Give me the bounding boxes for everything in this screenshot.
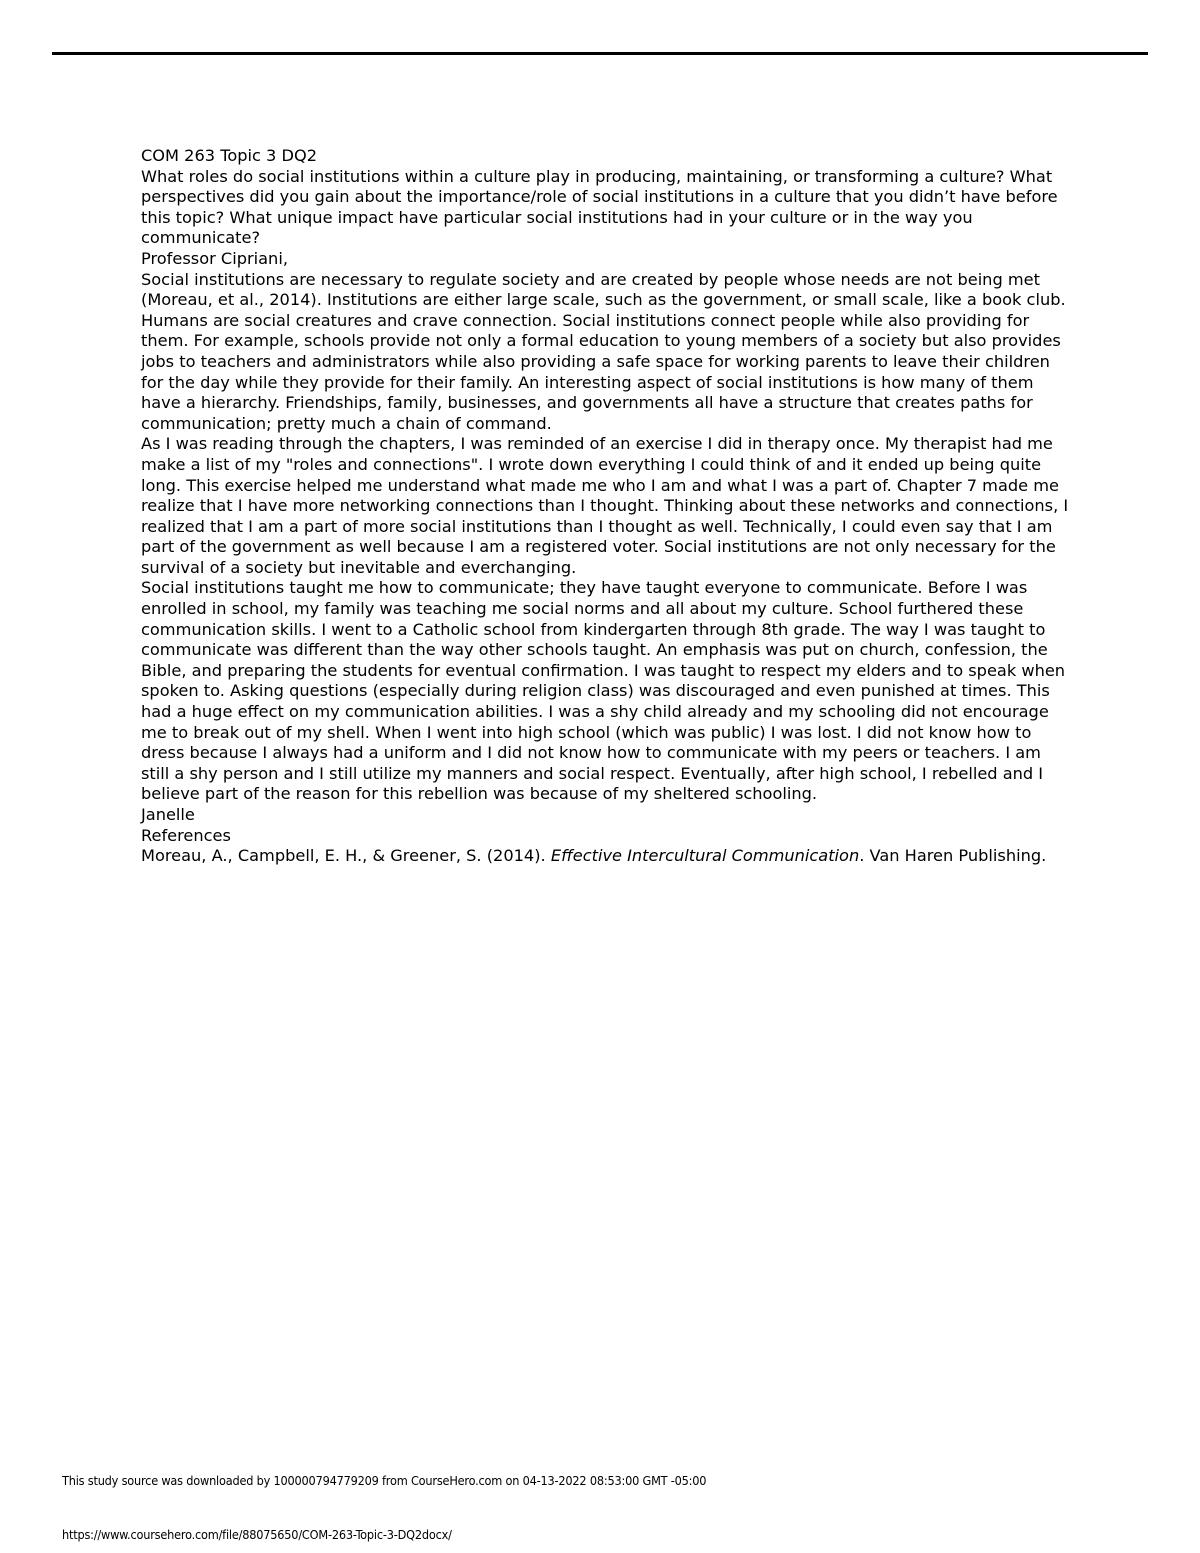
reference-book-title: Effective Intercultural Communication — [550, 846, 860, 866]
body-paragraph-2: As I was reading through the chapters, I was reminded of an exercise I did in therapy once. My therapist had me make a list of my "roles and connections". I wrote down everything I could think of and it ended up being quite long. This exercise helped me understand what made me who I am and what I was a part of. Chapter 7 made me realize that I have more networking connections than I thought. Thinking about these networks and connections, I realized that I am a part of more social institutions than I thought as well. Technically, I could even say that I am part of the government as well because I am a registered voter. Social institutions are not only necessary for the survival of a society but inevitable and everchanging. — [141, 434, 1069, 577]
body-paragraph-3: Social institutions taught me how to communicate; they have taught everyone to communicate. Before I was enrolled in school, my family was teaching me social norms and all about my culture. School furthered these communication skills. I went to a Catholic school from kindergarten through 8th grade. The way I was taught to communicate was different than the way other schools taught. An emphasis was put on church, confession, the Bible, and preparing the students for eventual confirmation. I was taught to respect my elders and to speak when spoken to. Asking questions (especially during religion class) was discouraged and even punished at times. This had a huge effect on my communication abilities. I was a shy child already and my schooling did not encourage me to break out of my shell. When I went into high school (which was public) I was lost. I did not know how to dress because I always had a uniform and I did not know how to communicate with my peers or teachers. I am still a shy person and I still utilize my manners and social respect. Eventually, after high school, I rebelled and I believe part of the reason for this rebellion was because of my sheltered schooling. — [141, 578, 1066, 804]
reference-authors: Moreau, A., Campbell, E. H., & Greener, S. (2014). — [141, 846, 551, 866]
references-heading: References — [141, 825, 231, 845]
download-source-note: This study source was downloaded by 100000794779209 from CourseHero.com on 04-13-2022 08:53:00 GMT -05:00 — [62, 1473, 707, 1488]
header-rule — [52, 52, 1148, 55]
body-paragraph-1: Social institutions are necessary to regulate society and are created by people whose needs are not being met (Moreau, et al., 2014). Institutions are either large scale, such as the government, or small scale, like a book club. Humans are social creatures and crave connection. Social institutions connect people while also providing for them. For example, schools provide not only a formal education to young members of a society but also provides jobs to teachers and administrators while also providing a safe space for working parents to leave their children for the day while they provide for their family. An interesting aspect of social institutions is how many of them have a hierarchy. Friendships, family, businesses, and governments all have a structure that creates paths for communication; pretty much a chain of command. — [141, 269, 1066, 433]
document-body — [141, 146, 1071, 867]
reference-publisher: . Van Haren Publishing. — [859, 846, 1047, 866]
greeting: Professor Cipriani, — [141, 248, 288, 268]
signature: Janelle — [141, 805, 195, 824]
discussion-prompt: What roles do social institutions within a culture play in producing, maintaining, or transforming a culture? What perspectives did you gain about the importance/role of social institutions in a culture that you didn’t have before this topic? What unique impact have particular social institutions had in your culture or in the way you communicate? — [141, 166, 1058, 248]
reference-entry — [141, 846, 1071, 867]
document-title: COM 263 Topic 3 DQ2 — [141, 146, 318, 165]
source-url[interactable]: https://www.coursehero.com/file/88075650/COM-263-Topic-3-DQ2docx/ — [62, 1527, 452, 1542]
